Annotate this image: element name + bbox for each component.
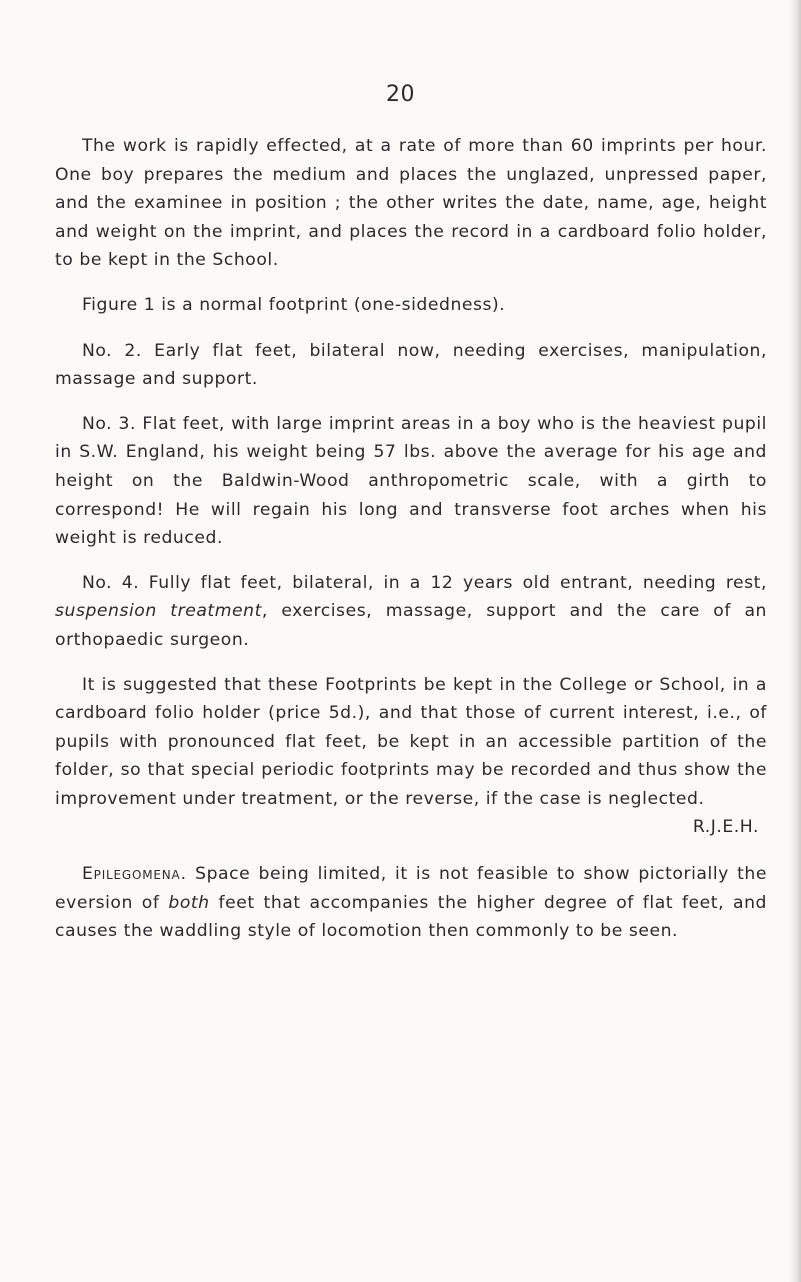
- document-body: [55, 132, 767, 962]
- paragraph-imprint-process: [55, 132, 767, 275]
- epilegomena-end: feet that accompanies the higher degree of flat feet, and causes the waddling style of locomotion then commonly to be seen.: [55, 892, 767, 942]
- paragraph-no-2: No. 2. Early flat feet, bilateral now, needing exercises, manipulation, massage and support.: [55, 340, 767, 390]
- paragraph-no-4-end: , exercises, massage, support and the care of an orthopaedic surgeon.: [55, 601, 767, 650]
- page-number: 20: [386, 82, 415, 107]
- epilegomena-start: Space being limited, it is not feasible to show pictorially the eversion of: [55, 864, 767, 913]
- paragraph-no-3: No. 3. Flat feet, with large imprint areas in a boy who is the heaviest pupil in S.W. England, his weight being 57 lbs. above the average for his age and height on the Baldwin-Wood anthropometric scale, with a girth to correspond! He will regain his long and transverse foot arches when his weight is reduced.: [55, 413, 767, 549]
- paragraph-imprint-process-text: The work is rapidly effected, at a rate of more than 60 imprints per hour. One boy prepares the medium and places the unglazed, unpressed paper, and the examinee in position ; the other writes the date, name, age, height and weight on the imprint, and places the record in a cardboard folio holder, to be kept in the School.: [55, 136, 767, 271]
- paragraph-epilegomena: [55, 860, 767, 946]
- paragraph-no-4-emphasis: suspension treatment: [55, 601, 262, 622]
- paragraph-suggestion: It is suggested that these Footprints be kept in the College or School, in a cardboard folio holder (price 5d.), and that those of current interest, i.e., of pupils with pronounced flat feet, be kept in an accessible partition of the folder, so that special periodic footprints may be recorded and thus show the improvement under treatment, or the reverse, if the case is neglected.: [55, 674, 767, 809]
- paragraph-figure-1: Figure 1 is a normal footprint (one-sidedness).: [82, 294, 506, 315]
- epilegomena-heading: Epilegomena.: [82, 864, 187, 885]
- page-edge-shadow: [789, 0, 801, 1282]
- paragraph-no-4: [55, 569, 767, 655]
- author-initials: R.J.E.H.: [692, 817, 759, 838]
- epilegomena-emphasis: both: [168, 892, 210, 913]
- paragraph-no-4-start: No. 4. Fully flat feet, bilateral, in a 12 years old entrant, needing rest,: [82, 572, 767, 593]
